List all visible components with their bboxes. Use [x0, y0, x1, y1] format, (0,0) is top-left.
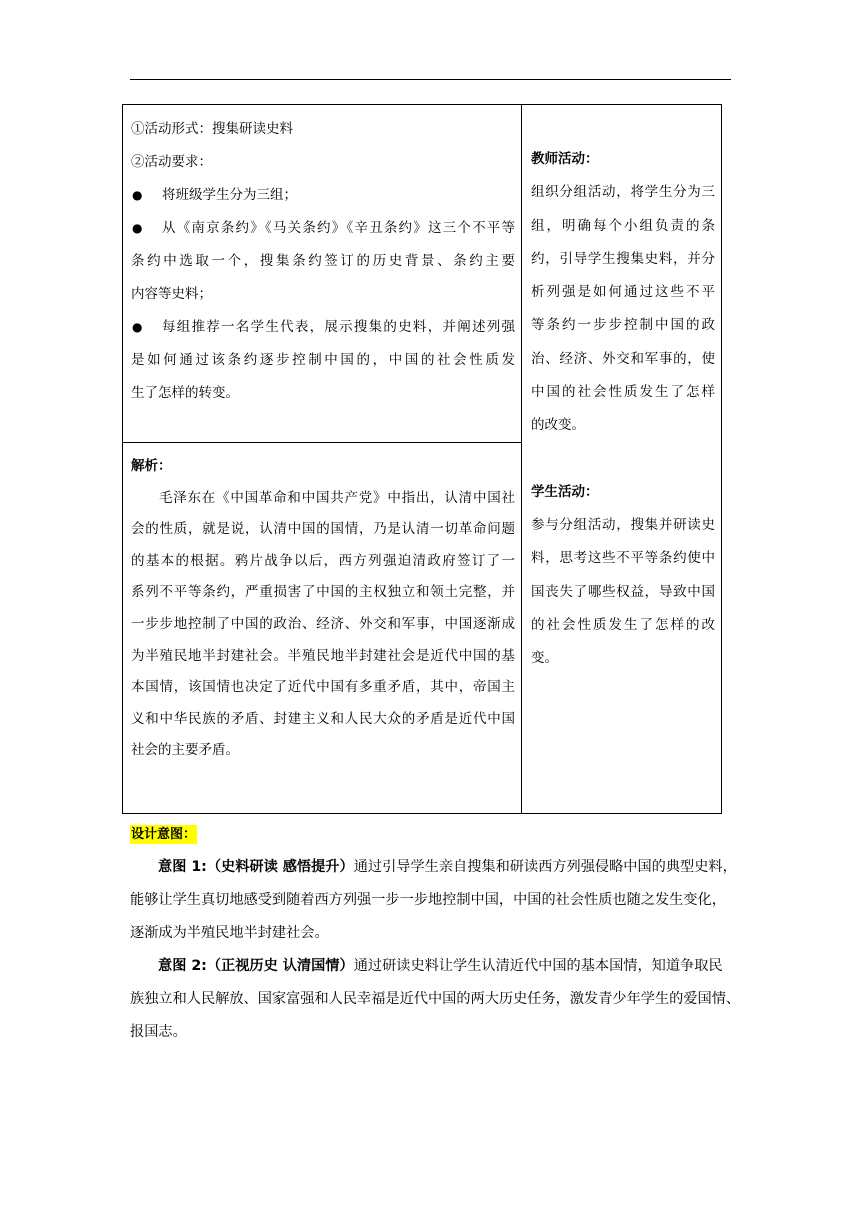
bullet-line: 从《南京条约》《马关条约》《辛丑条约》这三个不平等: [162, 220, 515, 236]
row-divider: [123, 442, 521, 443]
analysis-line: 义和中华民族的矛盾、封建主义和人民大众的矛盾是近代中国: [131, 710, 515, 727]
intent-2-label: 意图 2:（正视历史 认清国情）: [158, 958, 354, 974]
bullet-icon: ●: [132, 320, 143, 334]
student-activity-label: 学生活动：: [531, 483, 599, 500]
intent-1-label: 意图 1:（史料研读 感悟提升）: [158, 859, 354, 875]
analysis-line: 毛泽东在《中国革命和中国共产党》中指出，认清中国社: [159, 489, 515, 506]
teacher-activity-line: 析列强是如何通过这些不平: [531, 284, 715, 301]
teacher-activity-label: 教师活动：: [531, 151, 599, 167]
intent-1-text: 通过引导学生亲自搜集和研读西方列强侵略中国的典型史料，: [353, 859, 737, 875]
design-intent-section: [130, 818, 741, 1049]
activity-form: ①活动形式：搜集研读史料: [131, 121, 293, 137]
teacher-activity-line: 治、经济、外交和军事的，使: [531, 350, 715, 367]
list-item: [131, 311, 515, 344]
intent-1-line: 逐渐成为半殖民地半封建社会。: [130, 925, 329, 941]
bullet-line: 每组推荐一名学生代表，展示搜集的史料，并阐述列强: [162, 319, 515, 335]
analysis-cell: [131, 451, 515, 767]
bullet-line: 生了怎样的转变。: [131, 385, 239, 401]
bullet-icon: ●: [132, 221, 143, 235]
activity-requirements-title: ②活动要求：: [131, 154, 212, 170]
teacher-activity-line: 约，引导学生搜集史料，并分: [531, 250, 715, 267]
lesson-table: [122, 104, 722, 814]
intent-2-line: [130, 950, 732, 983]
analysis-line: 本国情，该国情也决定了近代中国有多重矛盾，其中，帝国主: [131, 679, 515, 696]
bullet-line: 将班级学生分为三组；: [162, 187, 297, 203]
analysis-label: 解析：: [131, 458, 172, 474]
bullet-line: 条约中选取一个，搜集条约签订的历史背景、条约主要: [131, 253, 515, 269]
design-intent-title: 设计意图：: [131, 827, 197, 842]
header-rule: [130, 79, 731, 80]
bullet-icon: ●: [132, 188, 143, 202]
student-activity-line: 料，思考这些不平等条约使中: [531, 550, 715, 567]
intent-1-line: 能够让学生真切地感受到随着西方列强一步一步地控制中国，中国的社会性质也随之发生变化，: [130, 892, 726, 908]
activities-cell: [531, 143, 715, 675]
column-divider: [521, 105, 522, 813]
list-item: [131, 179, 515, 212]
teacher-activity-line: 中国的社会性质发生了怎样: [531, 384, 715, 401]
teacher-activity-line: 等条约一步步控制中国的政: [531, 317, 715, 334]
activity-cell: [131, 113, 515, 410]
teacher-activity-line: 组织分组活动，将学生分为三: [531, 184, 715, 201]
analysis-line: 会的性质，就是说，认清中国的国情，乃是认清一切革命问题: [131, 521, 515, 538]
analysis-line: 社会的主要矛盾。: [131, 742, 239, 759]
list-item: [131, 212, 515, 245]
student-activity-line: 变。: [531, 650, 558, 667]
teacher-activity-line: 组，明确每个小组负责的条: [531, 217, 715, 234]
intent-1-line: [130, 851, 737, 884]
intent-2-line: 报国志。: [130, 1024, 187, 1040]
analysis-line: 一步步地控制了中国的政治、经济、外交和军事，中国逐渐成: [131, 615, 515, 632]
analysis-line: 的基本的根据。鸦片战争以后，西方列强迫清政府签订了一: [131, 552, 515, 569]
student-activity-line: 参与分组活动，搜集并研读史: [531, 516, 715, 533]
bullet-line: 是如何通过该条约逐步控制中国的，中国的社会性质发: [131, 352, 515, 368]
teacher-activity-line: 的改变。: [531, 417, 585, 434]
bullet-line: 内容等史料；: [131, 286, 212, 302]
analysis-line: 为半殖民地半封建社会。半殖民地半封建社会是近代中国的基: [131, 647, 515, 664]
student-activity-line: 国丧失了哪些权益，导致中国: [531, 583, 715, 600]
intent-2-line: 族独立和人民解放、国家富强和人民幸福是近代中国的两大历史任务，激发青少年学生的爱国情、: [130, 991, 741, 1007]
intent-2-text: 通过研读史料让学生认清近代中国的基本国情，知道争取民: [353, 958, 723, 974]
analysis-line: 系列不平等条约，严重损害了中国的主权独立和领土完整，并: [131, 584, 515, 601]
student-activity-line: 的社会性质发生了怎样的改: [531, 616, 715, 633]
